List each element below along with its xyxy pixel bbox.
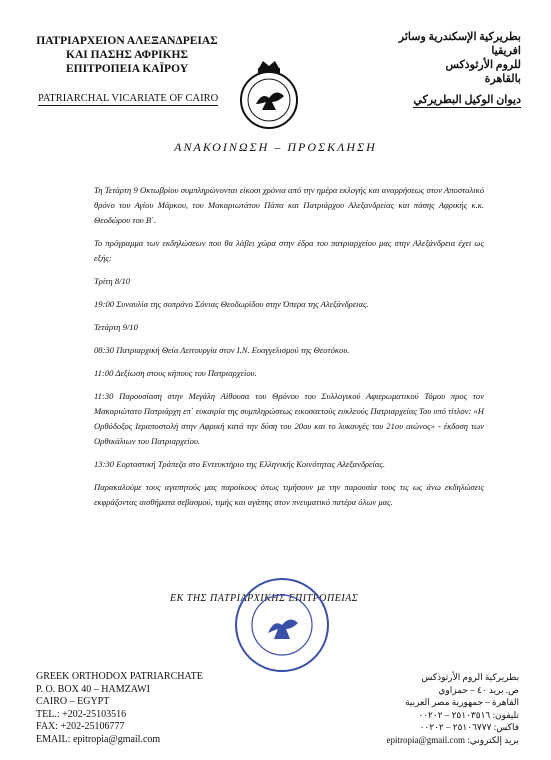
official-stamp-icon [232, 575, 332, 675]
footer-arabic-line: بطريركية الروم الأرثوذكس [421, 672, 519, 682]
arabic-subheader: ديوان الوكيل البطريركي [413, 94, 521, 106]
arabic-header-line: بطريركية الإسكندرية وسائر افريقيا [398, 31, 521, 57]
program-item: 19:00 Συναυλία της σοπράνο Σόνιας Θεοδωρίδου στην Όπερα της Αλεξάνδρειας. [94, 299, 369, 309]
footer-arabic-phone: تليفون: ٢٥١٠٣٥١٦ – ٠٠٢٠٢ [418, 709, 519, 720]
footer-arabic-email-label: بريد إلكتروني: [467, 734, 519, 745]
day-heading: Τετάρτη 9/10 [94, 322, 138, 332]
footer-line: P. O. BOX 40 – HAMZAWI [36, 683, 150, 695]
footer-fax: FAX: +202-25106777 [36, 721, 125, 732]
patriarchate-seal-icon [232, 58, 306, 132]
body-paragraph: Το πρόγραμμα των εκδηλώσεων που θα λάβει χώρα στην έδρα του πατριαρχείου μας στην Αλεξάνδρεια έχει ως εξής: [94, 238, 484, 263]
footer-line: CAIRO – EGYPT [36, 696, 110, 707]
document-title: ΑΝΑΚΟΙΝΩΣΗ – ΠΡΟΣΚΛΗΣΗ [174, 140, 377, 154]
signature-line: ΕΚ ΤΗΣ ΠΑΤΡΙΑΡΧΙΚΗΣ ΕΠΙΤΡΟΠΕΙΑΣ [170, 593, 359, 604]
greek-header-line: ΚΑΙ ΠΑΣΗΣ ΑΦΡΙΚΗΣ [66, 49, 188, 61]
english-header: PATRIARCHAL VICARIATE OF CAIRO [38, 93, 219, 104]
arabic-header-line: للروم الأرثوذكس [445, 59, 521, 71]
footer-arabic-fax: فاكس: ٢٥١٠٦٧٧٧ – ٠٠٢٠٢ [419, 722, 519, 732]
program-item: 11:00 Δεξίωση στους κήπους του Πατριαρχείου. [94, 368, 257, 378]
footer-arabic-line: ص. بريد ٤٠ – حمزاوي [438, 684, 519, 695]
day-heading: Τρίτη 8/10 [94, 276, 131, 286]
footer-arabic-email-row [387, 734, 519, 747]
program-item: 11:30 Παρουσίαση στην Μεγάλη Αίθουσα του Θρόνου του Συλλογικού Αφιερωματικού Τόμου προς τον Μακαριώτατο Πατριάρχη επ΄ ευκαιρία της συμπληρώσεως εικοσαετούς ευκλεούς Πατριαρχείας Του υπό τίτλον: «Η Ορθόδοξος Ιεραποστολή στην Αφρική κατά την δύση του 20ου και το λυκαυγές του 21ου αιώνος» - έκδοση των Ορθικάλιων του Πατριαρχείου. [94, 391, 484, 446]
greek-header-line: ΠΑΤΡΙΑΡΧΕΙΟΝ ΑΛΕΞΑΝΔΡΕΙΑΣ [36, 35, 218, 47]
footer-line: GREEK ORTHODOX PATRIARCHATE [36, 671, 203, 682]
footer-phone: TEL.: +202-25103516 [36, 708, 127, 720]
program-item: 08:30 Πατριαρχική Θεία Λειτουργία στον Ι.Ν. Ευαγγελισμού της Θεοτόκου. [94, 345, 350, 355]
footer-arabic [387, 671, 519, 746]
footer-arabic-email[interactable]: epitropia@gmail.com [386, 734, 466, 745]
program-item: 13:30 Εορταστική Τράπεζα στο Εντευκτήριο της Ελληνικής Κοινότητας Αλεξανδρείας. [94, 459, 385, 469]
greek-header [22, 34, 232, 76]
document-body [94, 183, 484, 518]
arabic-header [371, 30, 521, 86]
footer-email[interactable]: EMAIL: epitropia@gmail.com [36, 733, 161, 745]
body-paragraph: Τη Τετάρτη 9 Οκτωβρίου συμπληρώνονται είκοσι χρόνια από την ημέρα εκλογής και αναρρήσεως στον Αποστολικό θρόνο του Αγίου Μάρκου, του Μακαριωτάτου Πάπα και Πατριάρχου Αλεξανδρείας και πάσης Αφρικής κ.κ. Θεοδώρου του Β΄. [94, 185, 484, 225]
footer-arabic-line: القاهرة – جمهورية مصر العربية [405, 697, 519, 707]
greek-header-line: ΕΠΙΤΡΟΠΕΙΑ ΚΑΪΡΟΥ [65, 63, 189, 75]
closing-paragraph: Παρακαλούμε τους αγαπητούς μας παροίκους όπως τιμήσουν με την παρουσία τους τις ως άνω εκδηλώσεις εκφράζοντας αισθήματα σεβασμού, τιμής και αγάπης στον πνευματικό πατέρα όλων μας. [94, 482, 484, 507]
arabic-header-line: بالقاهرة [484, 73, 521, 85]
footer-english [36, 671, 203, 746]
